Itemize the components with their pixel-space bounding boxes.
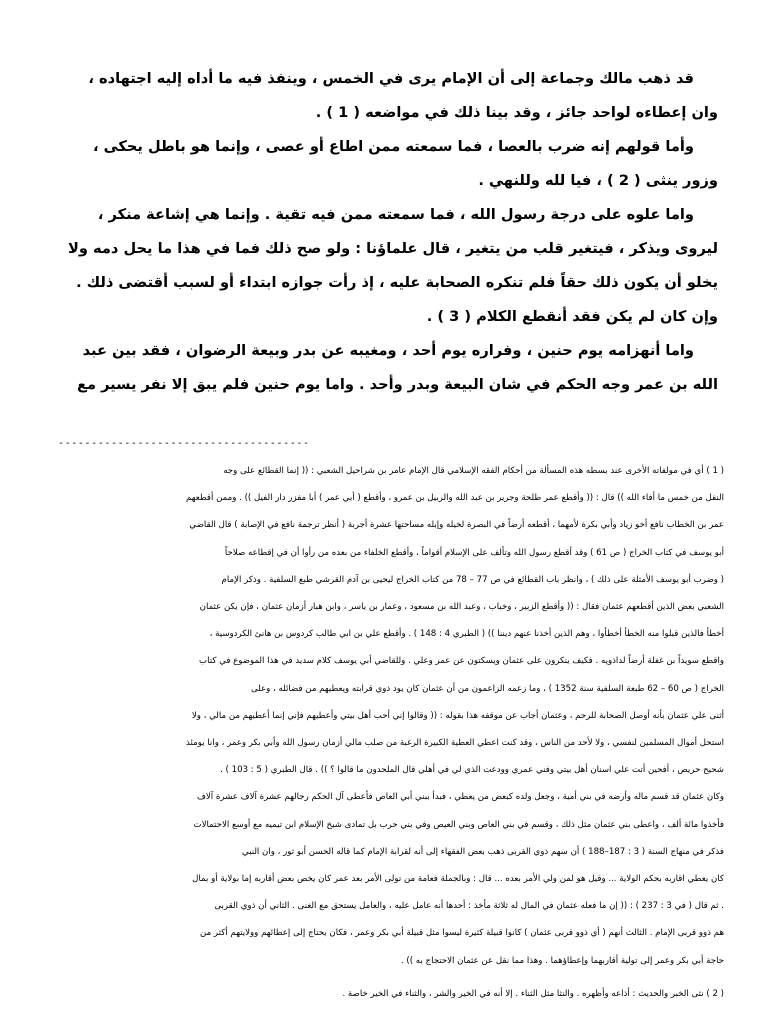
footnote-line: وكان عثمان قد قسم ماله وأرضه في بني أمية ، وجعل ولده كبعض من يعطي ، فبدأ ببني أبي العاص فأعطى آل الحكم رجالهم عشرة آلاف عشرة آلاف: [196, 792, 724, 803]
body-line: يخلو أن يكون ذلك حقاً فلم تنكره الصحابة عليه ، إذ رأت جوازه ابتداء أو لسبب أقتضى ذلك .: [76, 274, 718, 291]
footnote-line: واقطع سويداً بن غفلة أرضاً لداذويه . فكيف ينكرون على عثمان ويسكتون عن عمر وعلي . وللقاضي أبي يوسف كلام سديد في هذا الموضوع في كتاب: [199, 656, 724, 667]
main-body-text: [48, 62, 718, 402]
footnote-line: أثنى علي عثمان بأنه أوصل الصحابة للرحم ، وعثمان أجاب عن موقفه هذا بقوله : (( وقالوا إني أحب أهل بيتي وأعطيهم فإني إنما أعطيهم من مالي ، ولا: [191, 710, 724, 721]
footnote-line: . ثم قال ( في 3 : 237 ) : (( إن ما فعله عثمان في المال له ثلاثة مأخذ : أحدها أنه عامل عليه ، والعامل يستحق مع الغنى . الثاني أن ذوي القربى: [214, 901, 724, 912]
footnotes-section: [38, 458, 724, 1008]
body-line: وإن كان لم يكن فقد أنقطع الكلام ( 3 ) .: [426, 308, 718, 325]
footnote-line: عمر بن الخطاب نافع أخو زياد وأبي بكرة لأمهما ، أقطعه أرضاً في البصرة لخيله وإبله مساحتها عشرة أجربة ( أنظر ترجمة نافع في الإصابة ) قال القاضي: [189, 520, 724, 531]
footnote-line: الخراج ( ص 60 – 62 طبعة السلفية سنة 1352 ) ، وما زعمه الزاعمون من أن عثمان كان يود ذوي قرابته ويعطيهم من فضائله ، وعلى: [251, 683, 724, 694]
footnote-line: شحيح حريص ، أفحين أتت علي اسنان أهل بيتي وفني عمري وودعت الذي لي في أهلي قال الملحدون ما قالوا ؟ )) . قال الطبري ( 5 : 103 ) .: [220, 765, 724, 776]
footnote-line: أخطأ فالذين قبلوا منه الخطأ أخطأوا ، وهم الذين أخذنا عنهم ديننا )) ( الطبري 4 : 148 ) . وأقطع علي بن ابي طالب كردوس بن هانئ الكردوسية ،: [209, 629, 724, 640]
body-line: وأما قولهم إنه ضرب بالعصا ، فما سمعته ممن اطاع أو عصى ، وإنما هو باطل يحكى ،: [93, 138, 694, 155]
footnote-line: ( وضرب أبو يوسف الأمثلة على ذلك ) ، وانظر باب القطائع في ص 77 – 78 من كتاب الخراج ليحيى بن آدم القرشي طبع السلفية . وذكر الإمام: [221, 574, 724, 585]
body-line: قد ذهب مالك وجماعة إلى أن الإمام يرى في الخمس ، وينفذ فيه ما أداه إليه اجتهاده ،: [88, 70, 694, 87]
footnote-line: ( 1 ) أي في مولفاته الأخرى عند بسطه هذه المسألة من أحكام الفقه الإسلامي قال الإمام عامر بن شراحيل الشعبي : (( إنما القطائع على وجه: [223, 466, 724, 476]
footnote-line: حاجة أبي بكر وعمر إلى تولية أقاربهما وإعطاؤهما . وهذا مما نقل عن عثمان الاحتجاج به )) .: [400, 955, 724, 966]
footnote-line: فأخذوا مائة ألف ، واعطى بني عثمان مثل ذلك ، وقسم في بني العاص وبني العيص وفي بني حرب بل تمادى شيخ الإسلام ابن تيميه مع أوسع الاحتمالات: [193, 819, 724, 830]
footnote-line: استحل أموال المسلمين لنفسي ، ولا لأحد من الناس ، وقد كنت اعطي العطية الكبيرة الرغبة من صلب مالي أزمان رسول الله وأبي بكر وعمر ، وانا يومئذ: [186, 738, 724, 749]
body-line: الله بن عمر وجه الحكم في شان البيعة وبدر وأحد . واما يوم حنين فلم يبق إلا نفر يسير مع: [76, 376, 718, 393]
footnote-line: هم ذوو قربى الإمام . الثالث أنهم ( أي ذوو قربى عثمان ) كانوا قبيلة كثيرة ليسوا مثل قبيلة أبي بكر وعمر ، فكان يحتاج إلى إعطائهم وولايتهم أكثر من: [200, 928, 724, 939]
footnote-divider: --------------------------------------: [58, 438, 310, 449]
footnote-line: الشعبي بعض الذين أقطعهم عثمان فقال : (( وأقطع الزبير ، وخباب ، وعبد الله بن مسعود ، وعمار بن ياسر ، وابن هبار أزمان عثمان ، فإن يكن عثمان: [199, 602, 724, 613]
footnote-line: النفل من خمس ما أفاء الله )) قال : (( وأقطع عمر طلحة وجرير بن عبد الله والربيل بن عمرو ، وأقطع ( أبي عمر ) أبا مفزر دار الفيل )) . وممن أقطعهم: [186, 493, 724, 504]
body-line: واما أنهزامه يوم حنين ، وفراره يوم أحد ، ومغيبه عن بدر وبيعة الرضوان ، فقد بين عبد: [82, 342, 694, 359]
body-line: وان إعطاءه لواحد جائز ، وقد بينا ذلك في مواضعه ( 1 ) .: [315, 104, 718, 121]
footnote-line: فذكر في منهاج السنة ( 3 : 187–188 ) أن سهم ذوي القربى ذهب بعض الفقهاء إلى أنه لقرابة الإمام كما قاله الحسن أبو ثور ، وان النبي: [241, 846, 724, 857]
body-line: واما علوه على درجة رسول الله ، فما سمعته ممن فيه تقية . وإنما هي إشاعة منكر ،: [97, 206, 694, 223]
body-line: ليروى ويذكر ، فيتغير قلب من يتغير ، قال علماؤنا : ولو صح ذلك فما في هذا ما يحل دمه ولا: [68, 240, 718, 257]
footnote-line: أبو يوسف في كتاب الخراج ( ص 61 ) وقد أقطع رسول الله وتألف على الإسلام أقواماً ، وأقطع الخلفاء من بعده من رأوا أن في إقطاعه صلاحاً: [224, 547, 724, 558]
footnote-line: كان يعطي اقاربه بحكم الولاية ... وقيل هو لمن ولي الأمر بعده ... قال : وبالجملة فعامة من تولى الأمر بعد عمر كان يخص بعض أقاربه إما بولاية أو بمال: [192, 874, 724, 885]
footnote-2: ( 2 ) نثى الخبر والحديث : أذاعه وأظهره . والنثا مثل الثناء . إلا أنه في الخير والشر ، والثناء في الخير خاصة .: [342, 988, 724, 999]
body-line: وزور ينثى ( 2 ) ، فيا لله وللنهي .: [478, 172, 718, 189]
